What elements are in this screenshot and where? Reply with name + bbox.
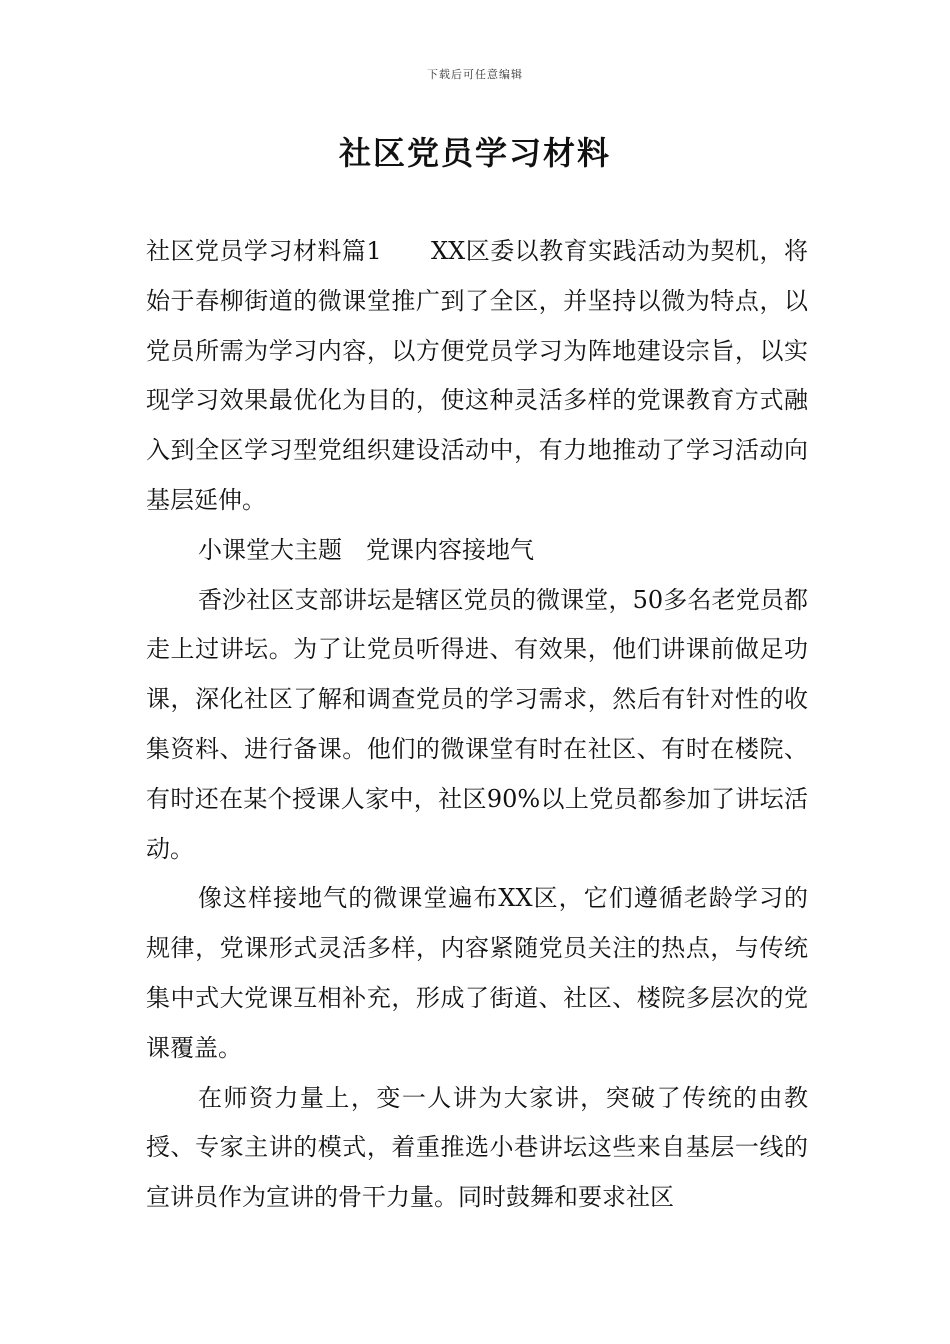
paragraph-xiangsha: 香沙社区支部讲坛是辖区党员的微课堂，50多名老党员都走上过讲坛。为了让党员听得进、有效果，他们讲课前做足功课，深化社区了解和调查党员的学习需求，然后有针对性的收集资料、进行备课。他们的微课堂有时在社区、有时在楼院、有时还在某个授课人家中，社区90%以上党员都参加了讲坛活动。 (146, 585, 808, 863)
paragraph-teachers: 在师资力量上，变一人讲为大家讲，突破了传统的由教授、专家主讲的模式，着重推选小巷讲坛这些来自基层一线的宣讲员作为宣讲的骨干力量。同时鼓舞和要求社区 (146, 1083, 808, 1212)
document-body (146, 227, 808, 1223)
document-title: 社区党员学习材料 (338, 134, 611, 172)
paragraph-micro-classroom: 像这样接地气的微课堂遍布XX区，它们遵循老龄学习的规律，党课形式灵活多样，内容紧随党员关注的热点，与传统集中式大党课互相补充，形成了街道、社区、楼院多层次的党课覆盖。 (146, 884, 808, 1062)
paragraph-intro: 社区党员学习材料篇1 XX区委以教育实践活动为契机，将始于春柳街道的微课堂推广到了全区，并坚持以微为特点，以党员所需为学习内容，以方便党员学习为阵地建设宗旨，以实现学习效果最优化为目的，使这种灵活多样的党课教育方式融入到全区学习型党组织建设活动中，有力地推动了学习活动向基层延伸。 (146, 237, 808, 514)
paragraph-subheading: 小课堂大主题 党课内容接地气 (198, 535, 534, 564)
header-note: 下载后可任意编辑 (427, 68, 523, 81)
